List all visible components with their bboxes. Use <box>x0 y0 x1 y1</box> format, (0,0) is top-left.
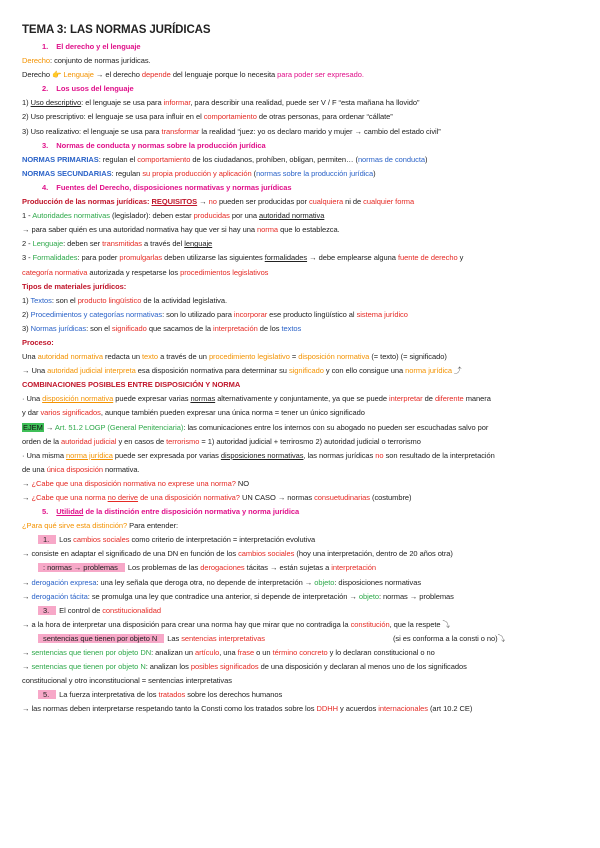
numbered-item-4: sentencias que tienen por objeto N Las sentencias interpretativas (si es conforma a la consti o no)⤵ <box>22 632 582 646</box>
section-heading-3: 3. Normas de conducta y normas sobre la producción jurídica <box>42 140 266 150</box>
text-line: 3 - Formalidades: para poder promulgarlas deben utilizarse las siguientes formalidades → debe emplearse alguna fuente de derecho y <box>22 253 464 263</box>
text-line: → para saber quién es una autoridad normativa hay que ver si hay una norma que lo establezca. <box>22 225 340 235</box>
text-line: → a la hora de interpretar una disposición para crear una norma hay que mirar que no contradiga la constitución, que la respete ⤵ <box>22 619 450 629</box>
numbered-item-5: 5. La fuerza interpretativa de los tratados sobre los derechos humanos <box>22 688 582 702</box>
text-line: 3) Uso realizativo: el lenguaje se usa para transformar la realidad “juez: yo os declaro marido y mujer → cambio del estado civil” <box>22 126 441 136</box>
subheading-types: Tipos de materiales jurídicos: <box>22 281 127 291</box>
text-line: → sentencias que tienen por objeto DN: analizan un artículo, una frase o un término concreto y lo declaran constitucional o no <box>22 648 435 658</box>
text-line: Derecho: conjunto de normas jurídicas. <box>22 56 151 66</box>
section-heading-1: 1. El derecho y el lenguaje <box>42 42 141 51</box>
text-line: ¿Para qué sirve esta distinción? Para entender: <box>22 521 179 531</box>
text-line: 3) Normas jurídicas: son el significado que sacamos de la interpretación de los textos <box>22 323 302 333</box>
text-line: → sentencias que tienen por objeto N: analizan los posibles significados de una disposición y declaran al menos uno de los significados <box>22 662 467 672</box>
numbered-item-3: 3. El control de constitucionalidad <box>22 604 582 618</box>
text-line: → las normas deben interpretarse respetando tanto la Consti como los tratados sobre los DDHH y acuerdos internacionales (art 10.2 CE) <box>22 704 473 714</box>
text-line: Derecho 👉 Lenguaje → el derecho depende del lenguaje porque lo necesita para poder ser expresado. <box>22 70 364 80</box>
text-line: 1 - Autoridades normativas (legislador): deben estar producidas por una autoridad normativa <box>22 211 325 221</box>
text-line: → Una autoridad judicial interpreta esa disposición normativa para determinar su significado y con ello consigue una norma jurídica ⤴ <box>22 366 462 376</box>
text-line: 2) Procedimientos y categorías normativas: son lo utilizado para incorporar ese producto lingüístico al sistema jurídico <box>22 309 408 319</box>
text-line: → consiste en adaptar el significado de una DN en función de los cambios sociales (hoy una interpretación, dentro de 20 años otra) <box>22 549 453 559</box>
text-line: 2) Uso prescriptivo: el lenguaje se usa para influir en el comportamiento de otras personas, para ordenar “cállate” <box>22 112 393 122</box>
text-line: 1) Textos: son el producto lingüístico de la actividad legislativa. <box>22 295 227 305</box>
text-line: y dar varios significados, aunque también pueden expresar una única norma = tener un único significado <box>22 408 365 418</box>
text-line: · Una misma norma jurídica puede ser expresada por varias disposiciones normativas, las normas jurídicas no son resultado de la interpretación <box>22 450 495 460</box>
text-line: Una autoridad normativa redacta un texto a través de un procedimiento legislativo = disposición normativa (= texto) (= significado) <box>22 352 447 362</box>
text-line: → derogación expresa: una ley señala que deroga otra, no depende de interpretación → objeto: disposiciones normativas <box>22 577 422 587</box>
page-title: TEMA 3: LAS NORMAS JURÍDICAS <box>22 24 211 36</box>
numbered-item-2: : normas → problemas Los problemas de las derogaciones tácitas → están sujetas a interpretación <box>22 561 582 575</box>
subheading-process: Proceso: <box>22 337 54 347</box>
text-line: de una única disposición normativa. <box>22 464 140 474</box>
text-line: EJEM → Art. 51.2 LOGP (General Penitenciaria): las comunicaciones entre los internos con su abogado no pueden ser escuchadas salvo por <box>23 422 489 432</box>
text-line: constitucional y otro inconstitucional = sentencias interpretativas <box>22 676 232 686</box>
text-line: NORMAS PRIMARIAS: regulan el comportamiento de los ciudadanos, prohíben, obligan, permiten… (normas de conducta) <box>22 154 428 164</box>
text-line: → derogación tácita: se promulga una ley que contradice una anterior, si depende de interpretación → objeto: normas → problemas <box>22 591 454 601</box>
subheading-combinations: COMBINACIONES POSIBLES ENTRE DISPOSICIÓN Y NORMA <box>22 380 241 390</box>
example-tag: EJEM <box>23 422 43 432</box>
numbered-item-1: 1. Los cambios sociales como criterio de interpretación = interpretación evolutiva <box>22 533 582 547</box>
section-heading-4: 4. Fuentes del Derecho, disposiciones normativas y normas jurídicas <box>42 182 292 192</box>
text-line: 1) Uso descriptivo: el lenguaje se usa para informar, para describir una realidad, puede ser V / F “esta mañana ha llovido” <box>22 98 420 108</box>
section-heading-2: 2. Los usos del lenguaje <box>42 84 134 94</box>
text-line: Producción de las normas jurídicas: REQUISITOS → no pueden ser producidas por cualquiera ni de cualquier forma <box>22 197 415 207</box>
text-line: categoría normativa autorizada y respetarse los procedimientos legislativos <box>22 267 269 277</box>
section-heading-5: 5. Utilidad de la distinción entre disposición normativa y norma jurídica <box>42 507 300 517</box>
text-line: NORMAS SECUNDARIAS: regulan su propia producción y aplicación (normas sobre la producción jurídica) <box>22 168 376 178</box>
text-line: orden de la autoridad judicial y en casos de terrorismo = 1) autoridad judicial + terrirosmo 2) autoridad judicial o terrorismo <box>22 436 421 446</box>
text-line: · Una disposición normativa puede expresar varias normas alternativamente y conjuntamente, ya que se puede interpretar de diferente manera <box>22 394 491 404</box>
text-line: 2 - Lenguaje: deben ser transmitidas a través del lenguaje <box>22 239 213 249</box>
text-line: → ¿Cabe que una norma no derive de una disposición normativa? UN CASO → normas consuetudinarias (costumbre) <box>22 493 412 502</box>
text-line: → ¿Cabe que una disposición normativa no exprese una norma? NO <box>22 478 250 488</box>
